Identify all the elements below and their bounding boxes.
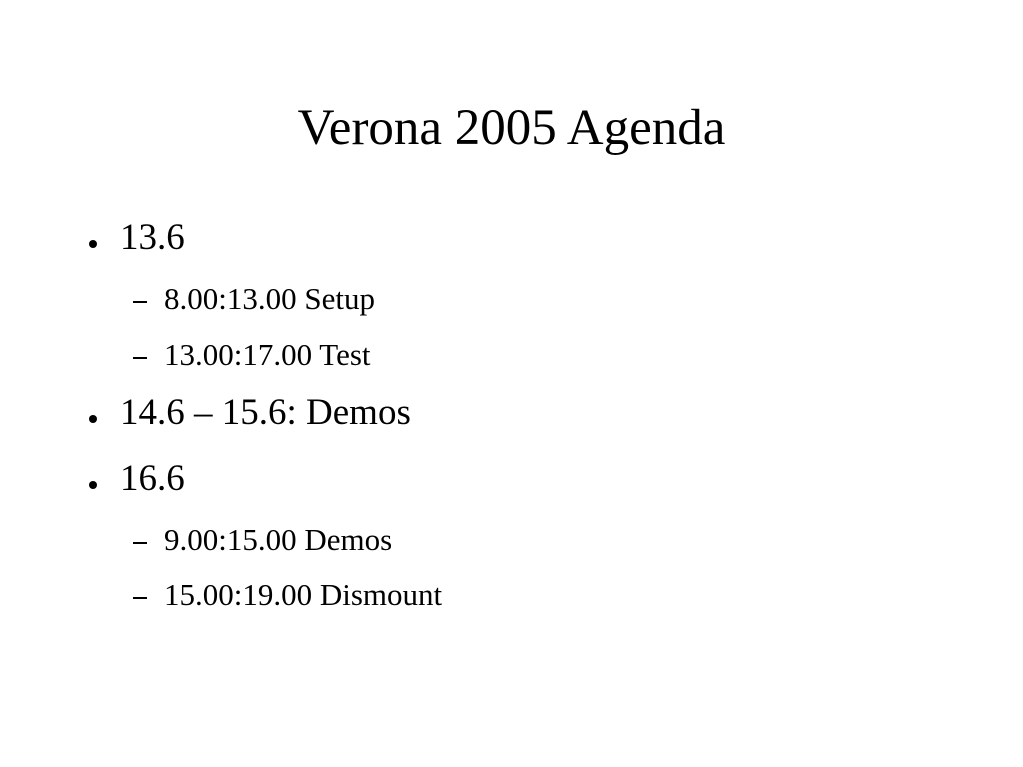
sub-bullet-text: 9.00:15.00 Demos <box>164 522 393 557</box>
bullet-text: 14.6 – 15.6: Demos <box>120 392 411 433</box>
filled-dot-icon <box>87 391 103 435</box>
filled-dot-icon <box>87 457 103 501</box>
dash-icon <box>131 280 151 318</box>
sub-bullet-text: 13.00:17.00 Test <box>164 337 371 372</box>
dash-icon <box>131 336 151 374</box>
bullet-text: 13.6 <box>120 217 185 258</box>
bullet-item <box>87 391 411 435</box>
bullet-item <box>87 216 185 260</box>
dash-icon <box>131 521 151 559</box>
slide-title: Verona 2005 Agenda <box>297 100 726 156</box>
sub-bullet-text: 8.00:13.00 Setup <box>164 281 375 316</box>
sub-bullet-item <box>131 336 371 374</box>
filled-dot-icon <box>87 216 103 260</box>
sub-bullet-item <box>131 576 442 614</box>
bullet-item <box>87 457 185 501</box>
sub-bullet-text: 15.00:19.00 Dismount <box>164 577 443 612</box>
bullet-text: 16.6 <box>120 458 185 499</box>
sub-bullet-item <box>131 280 375 318</box>
sub-bullet-item <box>131 521 392 559</box>
dash-icon <box>131 576 151 614</box>
